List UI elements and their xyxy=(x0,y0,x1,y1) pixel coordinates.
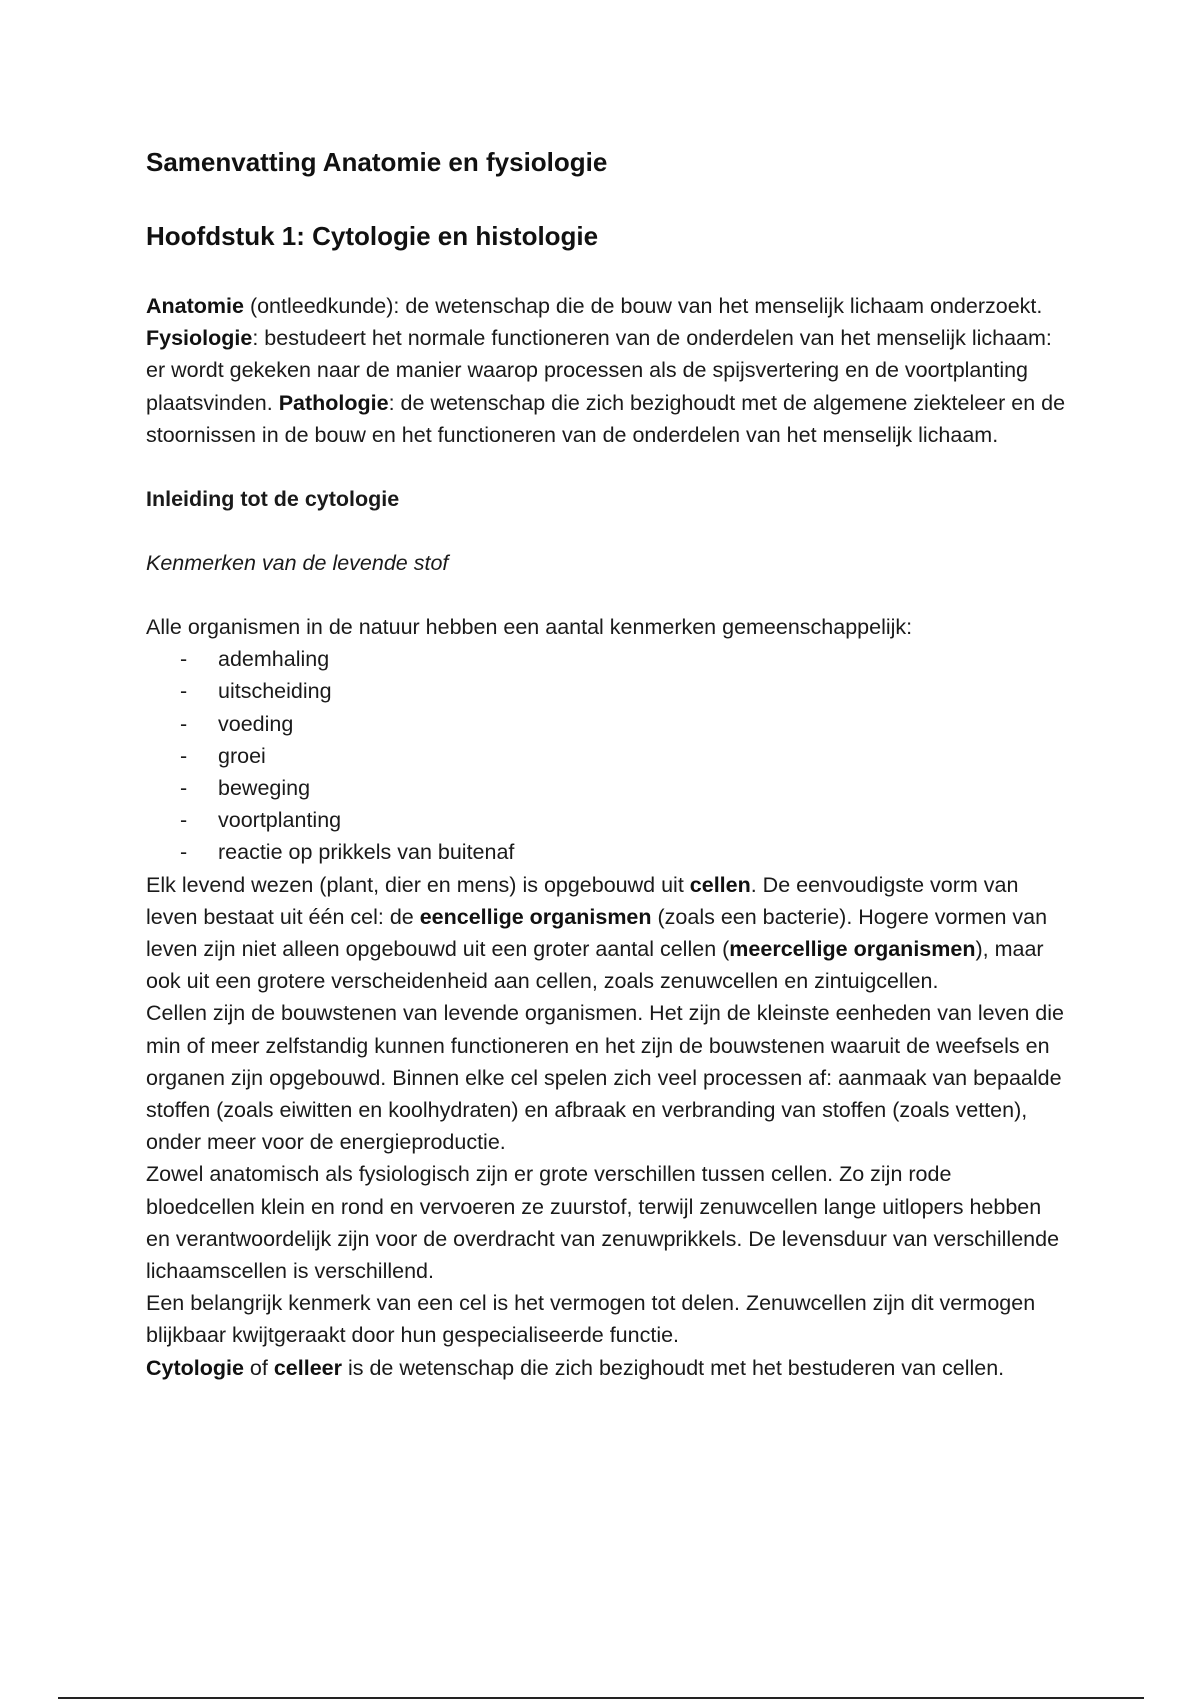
cells-text-3: (zoals een bacterie). Hogere vormen van leven zijn niet alleen opgebouwd uit een groter aantal cellen ( xyxy=(146,904,1048,962)
list-item-text: reactie op prikkels van buitenaf xyxy=(218,840,515,865)
document-title: Samenvatting Anatomie en fysiologie xyxy=(146,147,608,177)
list-dash: - xyxy=(180,776,188,801)
intro-paragraph xyxy=(146,290,1066,451)
list-item-text: voortplanting xyxy=(218,808,342,833)
term-anatomie: Anatomie xyxy=(146,294,244,318)
list-item xyxy=(180,708,1066,740)
cells-paragraph xyxy=(146,869,1066,998)
section-title: Inleiding tot de cytologie xyxy=(146,487,400,512)
list-intro: Alle organismen in de natuur hebben een aantal kenmerken gemeenschappelijk: xyxy=(146,615,913,640)
term-meercellige-organismen: meercellige organismen xyxy=(729,937,976,962)
list-item xyxy=(180,772,1066,804)
list-item-text: groei xyxy=(218,743,266,768)
document-page xyxy=(146,142,1066,1384)
list-item-text: beweging xyxy=(218,776,311,801)
list-item-text: uitscheiding xyxy=(218,679,332,704)
building-blocks-paragraph: Cellen zijn de bouwstenen van levende organismen. Het zijn de kleinste eenheden van leven die min of meer zelfstandig kunnen functioneren en het zijn de bouwstenen waaruit de weefsels en organen zijn opgebouwd. Binnen elke cel spelen zich veel processen af: aanmaak van bepaalde stoffen (zoals eiwitten en koolhydraten) en afbraak en verbranding van stoffen (zoals vetten), onder meer voor de energieproductie. xyxy=(146,1001,1064,1155)
list-item xyxy=(180,836,1066,868)
term-cytologie: Cytologie xyxy=(146,1355,244,1380)
cells-text-1: Elk levend wezen (plant, dier en mens) is opgebouwd uit xyxy=(146,872,690,897)
term-pathologie: Pathologie xyxy=(278,390,389,415)
intro-text-2: : bestudeert het normale functioneren van de onderdelen van het menselijk lichaam: er wordt gekeken naar de manier waarop processen als de spijsvertering en de voortplanting plaatsvinden. xyxy=(146,326,1052,415)
differences-paragraph: Zowel anatomisch als fysiologisch zijn er grote verschillen tussen cellen. Zo zijn rode bloedcellen klein en rond en vervoeren ze zuurstof, terwijl zenuwcellen lange uitlopers hebben en verantwoordelijk zijn voor de overdracht van zenuwprikkels. De levensduur van verschillende lichaamscellen is verschillend. xyxy=(146,1162,1060,1284)
list-dash: - xyxy=(180,647,188,672)
cells-text-2: . De eenvoudigste vorm van leven bestaat uit één cel: de xyxy=(146,872,1019,929)
cytology-paragraph xyxy=(146,1352,1066,1384)
page-bottom-rule xyxy=(58,1697,1144,1699)
list-dash: - xyxy=(180,743,188,768)
list-dash: - xyxy=(180,808,188,833)
intro-text-1: (ontleedkunde): de wetenschap die de bouw van het menselijk lichaam onderzoekt. xyxy=(243,294,1043,318)
cytology-text-2: is de wetenschap die zich bezighoudt met het bestuderen van cellen. xyxy=(342,1355,1005,1380)
traits-list xyxy=(146,643,1066,868)
list-dash: - xyxy=(180,679,188,704)
list-item xyxy=(180,675,1066,707)
division-paragraph: Een belangrijk kenmerk van een cel is het vermogen tot delen. Zenuwcellen zijn dit vermogen blijkbaar kwijtgeraakt door hun gespecialiseerde functie. xyxy=(146,1291,1036,1348)
list-item xyxy=(180,740,1066,772)
cells-text-4: ), maar ook uit een grotere verscheidenheid aan cellen, zoals zenuwcellen en zintuigcellen. xyxy=(146,937,1044,994)
term-eencellige-organismen: eencellige organismen xyxy=(419,904,652,929)
term-cellen: cellen xyxy=(689,872,751,897)
list-item-text: voeding xyxy=(218,711,294,736)
list-item xyxy=(180,643,1066,675)
term-fysiologie: Fysiologie xyxy=(146,326,253,351)
subsection-title: Kenmerken van de levende stof xyxy=(146,551,449,576)
list-dash: - xyxy=(180,711,188,736)
cytology-text-1: of xyxy=(243,1355,274,1380)
list-dash: - xyxy=(180,840,188,865)
term-celleer: celleer xyxy=(273,1355,342,1380)
list-item xyxy=(180,804,1066,836)
list-item-text: ademhaling xyxy=(218,647,330,672)
intro-text-3: : de wetenschap die zich bezighoudt met de algemene ziekteleer en de stoornissen in de bouw en het functioneren van de onderdelen van het menselijk lichaam. xyxy=(146,390,1066,447)
chapter-title: Hoofdstuk 1: Cytologie en histologie xyxy=(146,221,599,251)
